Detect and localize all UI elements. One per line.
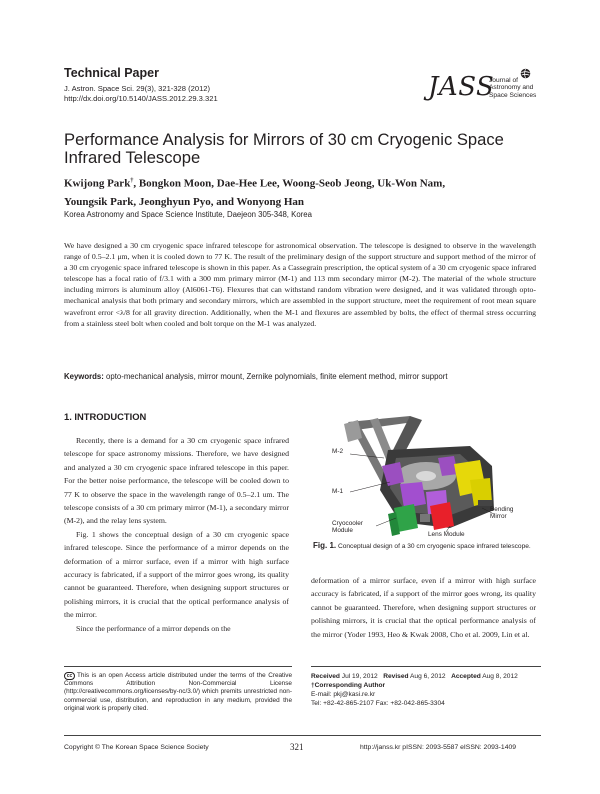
logo-line: Astronomy and	[489, 84, 534, 92]
label-m2: M-2	[332, 448, 344, 455]
license-note	[64, 672, 292, 713]
left-column	[64, 434, 289, 635]
issn-info: http://janss.kr pISSN: 2093-5587 eISSN: 2093-1409	[360, 744, 517, 751]
label-bending-mirror	[490, 506, 513, 520]
footer-divider	[64, 735, 541, 736]
paragraph: deformation of a mirror surface, even if a mirror with high surface accuracy is fabricated, if a support of the mirror goes wrong, its quality cannot be guaranteed. Therefore, when designing support structures or polishing mirrors, it is crucial that the optical performance analysis of the mirror (Yoder 1993, Heo & Kwak 2008, Cho et al. 2009, Lin et al.	[311, 576, 536, 639]
author-list	[64, 172, 534, 211]
dagger-mark: †	[130, 178, 134, 184]
logo-wordmark: JASS	[428, 72, 495, 102]
footnote-divider	[311, 666, 541, 667]
label-m1: M-1	[332, 488, 344, 495]
doc-type: Technical Paper	[64, 66, 159, 80]
logo-line: Space Sciences	[489, 91, 537, 99]
section-heading: 1. INTRODUCTION	[64, 411, 147, 422]
logo-subtitle	[489, 77, 536, 99]
accepted-date: Aug 8, 2012	[480, 673, 518, 680]
corresponding-author: Kwijong Park	[64, 177, 131, 190]
figure-1	[330, 410, 526, 540]
logo-line: Journal of	[489, 77, 518, 84]
keywords-text: opto-mechanical analysis, mirror mount, Zernike polynomials, finite element method, mirror support	[103, 372, 448, 381]
accepted-label: Accepted	[451, 673, 481, 680]
paper-title: Performance Analysis for Mirrors of 30 cm Cryogenic Space Infrared Telescope	[64, 130, 504, 167]
figure-caption	[313, 541, 543, 550]
received-date: Jul 19, 2012	[339, 673, 378, 680]
copyright: Copyright © The Korean Space Science Society	[64, 744, 209, 751]
paragraph: Fig. 1 shows the conceptual design of a 30 cm cryogenic space infrared telescope. Since the performance of a mirror depends on the deformation of a mirror surface, even if a mirror with high surface accuracy is fabricated, if a support of the mirror goes wrong, its quality cannot be guaranteed. Therefore, when designing support structures or polishing mirrors, it is crucial that the optical performance analysis of the mirror.	[64, 529, 289, 620]
citation-block	[64, 84, 218, 105]
article-dates	[311, 672, 541, 708]
doi-link[interactable]: http://dx.doi.org/10.5140/JASS.2012.29.3.321	[64, 94, 218, 104]
cc-icon: cc	[64, 672, 75, 680]
citation: J. Astron. Space Sci. 29(3), 321-328 (2012)	[64, 84, 211, 93]
received-label: Received	[311, 673, 340, 680]
abstract: We have designed a 30 cm cryogenic space infrared telescope for astronomical observation. The telescope is designed to observe in the wavelength range of 0.5–2.1 μm, when it is cooled down to 77 K. The result of the preliminary design of the support structure and support method of the mirror of a 30 cm cryogenic space infrared telescope is shown in this paper. As a Cassegrain prescription, the optical system of a 30 cm cryogenic space infrared telescope has a focal ratio of f/3.1 with a 300 mm primary mirror (M-1) and 113 mm secondary mirror (M-2). The material of the whole structure including mirrors is aluminum alloy (Al6061-T6). Flexures that can withstand random vibration were designed, and it was validated through opto-mechanical analysis that both primary and secondary mirrors, which are assembled in the support structure, meet the requirement of root mean square wavefront error <λ/8 for all gravity direction. Additionally, when the M-1 and flexures are assembled by bolts, the effect of thermal stress occurring from a stainless steel bolt when cooled and bolt torque on the M-1 was analyzed.	[64, 241, 536, 328]
label-line: Cryocooler	[332, 520, 363, 527]
label-cryocooler	[332, 520, 363, 534]
author-line: Youngsik Park, Jeonghyun Pyo, and Wonyong Han	[64, 195, 305, 208]
footnote-divider	[64, 666, 292, 667]
revised-date: Aug 6, 2012	[408, 673, 446, 680]
corresponding-label: †Corresponding Author	[311, 682, 386, 689]
keywords-label: Keywords:	[64, 372, 104, 381]
license-text: This is an open Access article distributed under the terms of the Creative Commons Attribution Non-Commercial License (http://creativecommons.org/licenses/by-nc/3.0/) which premits unrestricted non-commercial use, distribution, and reproduction in any medium, provided the original work is properly cited.	[64, 672, 292, 712]
journal-logo	[428, 68, 540, 108]
author-line: , Bongkon Moon, Dae-Hee Lee, Woong-Seob Jeong, Uk-Won Nam,	[133, 177, 446, 190]
paragraph: Recently, there is a demand for a 30 cm cryogenic space infrared telescope for space astronomy missions. Therefore, we have designed and analyzed a 30 cm cryogenic space infrared telescope in this paper. For the better noise performance, the telescope will be cooled down to 77 K to observe the space in the wavelength range of 0.5–2.1 um. The telescope consists of a 30 cm primary mirror (M-1), a secondary mirror (M-2), and the relay lens system.	[64, 436, 289, 526]
keywords	[64, 372, 536, 381]
caption-number: Fig. 1.	[313, 541, 337, 550]
email[interactable]: E-mail: pkj@kasi.re.kr	[311, 691, 376, 698]
label-line: Mirror	[490, 513, 507, 520]
label-line: Bending	[490, 506, 514, 513]
affiliation: Korea Astronomy and Space Science Institute, Daejeon 305-348, Korea	[64, 210, 312, 219]
label-line: Module	[332, 527, 353, 534]
right-column	[311, 574, 536, 641]
caption-text: Conceptual design of a 30 cm cryogenic space infrared telescope.	[336, 543, 531, 550]
page-number: 321	[290, 742, 304, 752]
revised-label: Revised	[383, 673, 409, 680]
label-lens-module: Lens Module	[428, 531, 465, 538]
phone-fax: Tel: +82-42-865-2107 Fax: +82-042-865-3304	[311, 700, 445, 707]
paragraph: Since the performance of a mirror depends on the	[76, 623, 231, 633]
